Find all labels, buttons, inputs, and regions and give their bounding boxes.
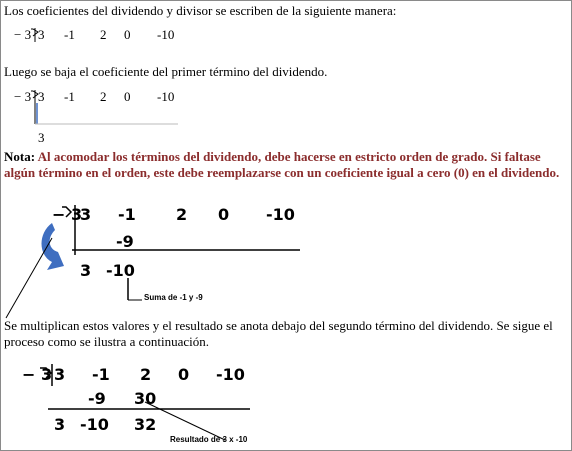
coef-4-3: 0 xyxy=(178,365,190,384)
coef-3-1: -1 xyxy=(118,205,136,224)
coef-4-4: -10 xyxy=(216,365,245,384)
product-4-1: 30 xyxy=(134,389,157,408)
coef-2-4: -10 xyxy=(157,89,175,104)
coef-2-1: -1 xyxy=(64,89,75,104)
second-text: Luego se baja el coeficiente del primer término del dividendo. xyxy=(4,64,328,79)
coef-3-3: 0 xyxy=(218,205,230,224)
divisor-4: − 3 xyxy=(22,365,53,384)
curved-arrow xyxy=(42,223,65,270)
divisor-1: − 3 xyxy=(14,27,32,42)
result-2: 3 xyxy=(38,130,45,145)
product-4-0: -9 xyxy=(88,389,106,408)
annotation-sum: Suma de -1 y -9 xyxy=(144,293,203,302)
note-text: Al acomodar los términos del dividendo, debe hacerse en estricto orden de grado. Si faltase algún término en el orden, este debe reemplazarse con un coeficiente igual a cero (0) en el dividendo. xyxy=(4,149,560,180)
coef-3-4: -10 xyxy=(266,205,295,224)
pointer-line-3 xyxy=(6,238,52,318)
result-3-1: -10 xyxy=(106,261,135,280)
coef-1-4: -10 xyxy=(157,27,175,42)
result-4-1: -10 xyxy=(80,415,109,434)
multiply-text: Se multiplican estos valores y el resultado se anota debajo del segundo término del dividendo. Se sigue el proceso como se ilustra a continuación. xyxy=(4,318,553,349)
result-4-2: 32 xyxy=(134,415,157,434)
coef-4-1: -1 xyxy=(92,365,110,384)
coef-2-0: 3 xyxy=(38,89,45,104)
coef-2-2: 2 xyxy=(100,89,107,104)
coef-1-3: 0 xyxy=(124,27,131,42)
coef-1-0: 3 xyxy=(38,27,45,42)
coef-4-2: 2 xyxy=(140,365,152,384)
coef-2-3: 0 xyxy=(124,89,131,104)
product-3: -9 xyxy=(116,232,134,251)
note-paragraph xyxy=(4,149,566,181)
result-3-0: 3 xyxy=(80,261,92,280)
note-label: Nota: xyxy=(4,149,36,164)
coef-1-2: 2 xyxy=(100,27,107,42)
coef-3-2: 2 xyxy=(176,205,188,224)
intro-text: Los coeficientes del dividendo y divisor se escriben de la siguiente manera: xyxy=(4,3,397,18)
divisor-2: − 3 xyxy=(14,89,32,104)
coef-3-0: 3 xyxy=(80,205,92,224)
annotation-result: Resultado de 3 x -10 xyxy=(170,435,248,444)
result-4-0: 3 xyxy=(54,415,66,434)
divisor-3: − 3 xyxy=(52,205,83,224)
coef-4-0: 3 xyxy=(54,365,66,384)
coef-1-1: -1 xyxy=(64,27,75,42)
